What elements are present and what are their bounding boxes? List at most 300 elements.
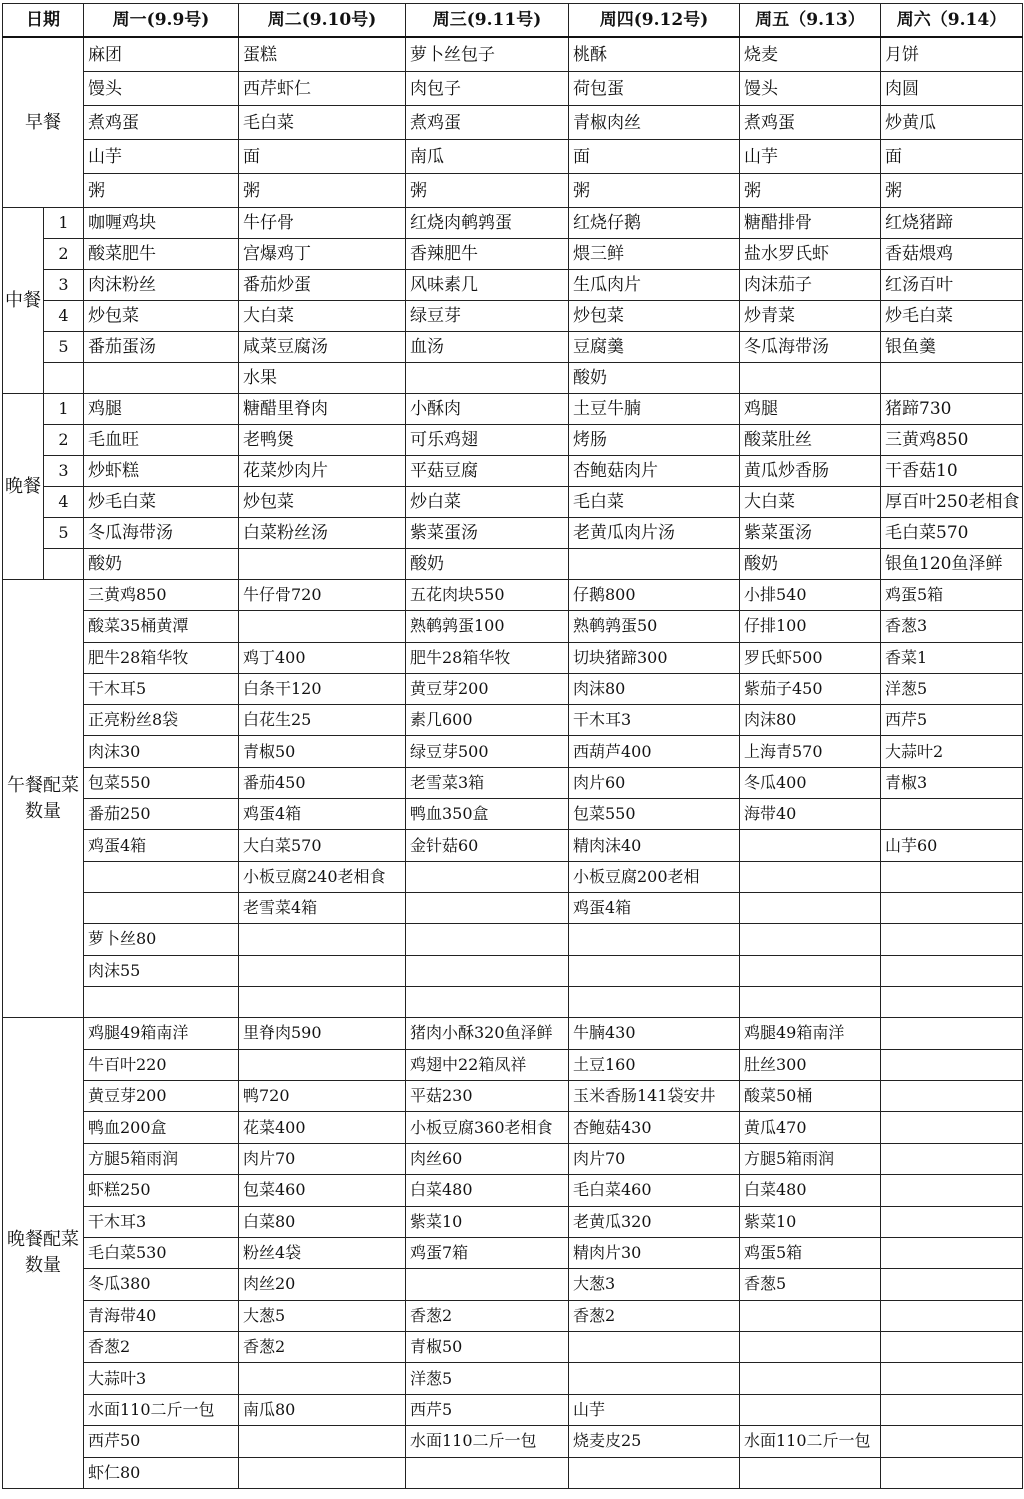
header-friday: 周五（9.13）	[740, 4, 881, 38]
dinner-quantity-monday-cell: 西芹50	[84, 1426, 239, 1457]
lunch-quantity-friday-cell	[740, 861, 881, 892]
dinner-monday-cell: 炒虾糕	[84, 456, 239, 487]
lunch-quantity-tuesday-cell: 青椒50	[239, 736, 406, 767]
lunch-quantity-tuesday-cell: 老雪菜4箱	[239, 892, 406, 923]
lunch-quantity-saturday-cell: 香葱3	[881, 611, 1023, 642]
dinner-tuesday-cell: 炒包菜	[239, 487, 406, 518]
lunch-quantity-wednesday-cell	[406, 892, 569, 923]
dinner-friday-cell: 黄瓜炒香肠	[740, 456, 881, 487]
dinner-quantity-tuesday-cell	[239, 1049, 406, 1080]
dinner-monday-cell: 鸡腿	[84, 394, 239, 425]
breakfast-tuesday-cell: 面	[239, 140, 406, 174]
dinner-quantity-thursday-cell: 精肉片30	[569, 1237, 740, 1268]
lunch-quantity-thursday-cell: 小板豆腐200老相	[569, 861, 740, 892]
dinner-item-number	[44, 549, 84, 580]
dinner-quantity-saturday-cell	[881, 1175, 1023, 1206]
dinner-quantity-row	[3, 1269, 1023, 1300]
dinner-quantity-saturday-cell	[881, 1143, 1023, 1174]
header-saturday: 周六（9.14）	[881, 4, 1023, 38]
dinner-row	[3, 549, 1023, 580]
lunch-saturday-cell	[881, 363, 1023, 394]
dinner-quantity-monday-cell: 牛百叶220	[84, 1049, 239, 1080]
lunch-quantity-saturday-cell: 大蒜叶2	[881, 736, 1023, 767]
lunch-quantity-saturday-cell: 鸡蛋5箱	[881, 580, 1023, 611]
dinner-tuesday-cell	[239, 549, 406, 580]
dinner-quantity-row	[3, 1394, 1023, 1425]
lunch-monday-cell: 番茄蛋汤	[84, 332, 239, 363]
breakfast-monday-cell: 粥	[84, 174, 239, 208]
breakfast-row	[3, 72, 1023, 106]
breakfast-row	[3, 140, 1023, 174]
breakfast-saturday-cell: 面	[881, 140, 1023, 174]
lunch-quantity-monday-cell: 番茄250	[84, 799, 239, 830]
lunch-tuesday-cell: 水果	[239, 363, 406, 394]
breakfast-row	[3, 106, 1023, 140]
lunch-quantity-tuesday-cell	[239, 924, 406, 955]
lunch-quantity-friday-cell: 仔排100	[740, 611, 881, 642]
lunch-quantity-thursday-cell	[569, 955, 740, 986]
dinner-quantity-thursday-cell: 香葱2	[569, 1300, 740, 1331]
dinner-tuesday-cell: 糖醋里脊肉	[239, 394, 406, 425]
dinner-quantity-tuesday-cell: 粉丝4袋	[239, 1237, 406, 1268]
breakfast-friday-cell: 馒头	[740, 72, 881, 106]
dinner-quantity-saturday-cell	[881, 1426, 1023, 1457]
lunch-quantity-wednesday-cell	[406, 924, 569, 955]
lunch-tuesday-cell: 番茄炒蛋	[239, 270, 406, 301]
lunch-quantity-friday-cell	[740, 924, 881, 955]
lunch-quantity-row	[3, 861, 1023, 892]
dinner-quantity-tuesday-cell: 包菜460	[239, 1175, 406, 1206]
dinner-quantity-row	[3, 1175, 1023, 1206]
dinner-saturday-cell: 厚百叶250老相食	[881, 487, 1023, 518]
lunch-section-label: 中餐	[3, 208, 44, 394]
lunch-quantity-row	[3, 799, 1023, 830]
lunch-quantity-friday-cell: 小排540	[740, 580, 881, 611]
breakfast-monday-cell: 麻团	[84, 37, 239, 72]
dinner-saturday-cell: 猪蹄730	[881, 394, 1023, 425]
dinner-quantity-row	[3, 1332, 1023, 1363]
dinner-quantity-tuesday-cell: 白菜80	[239, 1206, 406, 1237]
dinner-quantity-wednesday-cell: 小板豆腐360老相食	[406, 1112, 569, 1143]
dinner-quantity-tuesday-cell: 花菜400	[239, 1112, 406, 1143]
dinner-monday-cell: 酸奶	[84, 549, 239, 580]
dinner-quantity-row	[3, 1363, 1023, 1394]
lunch-quantity-tuesday-cell: 鸡丁400	[239, 642, 406, 673]
dinner-quantity-tuesday-cell: 南瓜80	[239, 1394, 406, 1425]
dinner-quantity-saturday-cell	[881, 1457, 1023, 1488]
dinner-quantity-monday-cell: 大蒜叶3	[84, 1363, 239, 1394]
lunch-quantity-tuesday-cell: 小板豆腐240老相食	[239, 861, 406, 892]
lunch-saturday-cell: 炒毛白菜	[881, 301, 1023, 332]
lunch-quantity-row	[3, 642, 1023, 673]
lunch-friday-cell: 糖醋排骨	[740, 208, 881, 239]
dinner-quantity-saturday-cell	[881, 1080, 1023, 1111]
lunch-quantity-tuesday-cell: 番茄450	[239, 767, 406, 798]
lunch-thursday-cell: 红烧仔鹅	[569, 208, 740, 239]
dinner-quantity-monday-cell: 虾仁80	[84, 1457, 239, 1488]
lunch-thursday-cell: 酸奶	[569, 363, 740, 394]
breakfast-row	[3, 174, 1023, 208]
lunch-item-number: 4	[44, 301, 84, 332]
dinner-tuesday-cell: 白菜粉丝汤	[239, 518, 406, 549]
dinner-friday-cell: 紫菜蛋汤	[740, 518, 881, 549]
lunch-quantity-row	[3, 736, 1023, 767]
dinner-quantity-thursday-cell	[569, 1332, 740, 1363]
lunch-saturday-cell: 红烧猪蹄	[881, 208, 1023, 239]
lunch-quantity-monday-cell: 肉沫55	[84, 955, 239, 986]
dinner-row	[3, 425, 1023, 456]
dinner-quantity-wednesday-cell: 平菇230	[406, 1080, 569, 1111]
breakfast-wednesday-cell: 粥	[406, 174, 569, 208]
lunch-quantity-wednesday-cell	[406, 861, 569, 892]
breakfast-thursday-cell: 荷包蛋	[569, 72, 740, 106]
lunch-item-number: 5	[44, 332, 84, 363]
dinner-quantity-friday-cell: 鸡腿49箱南洋	[740, 1018, 881, 1049]
dinner-quantity-wednesday-cell: 青椒50	[406, 1332, 569, 1363]
lunch-quantity-friday-cell: 罗氏虾500	[740, 642, 881, 673]
lunch-row	[3, 363, 1023, 394]
lunch-quantity-row	[3, 892, 1023, 923]
lunch-item-number	[44, 363, 84, 394]
dinner-quantity-tuesday-cell	[239, 1426, 406, 1457]
dinner-quantity-wednesday-cell: 水面110二斤一包	[406, 1426, 569, 1457]
lunch-quantity-monday-cell: 萝卜丝80	[84, 924, 239, 955]
dinner-quantity-row	[3, 1300, 1023, 1331]
dinner-saturday-cell: 毛白菜570	[881, 518, 1023, 549]
lunch-thursday-cell: 炒包菜	[569, 301, 740, 332]
dinner-item-number: 1	[44, 394, 84, 425]
lunch-thursday-cell: 豆腐羹	[569, 332, 740, 363]
lunch-quantity-monday-cell: 正亮粉丝8袋	[84, 705, 239, 736]
header-monday: 周一(9.9号)	[84, 4, 239, 38]
dinner-quantity-saturday-cell	[881, 1237, 1023, 1268]
breakfast-friday-cell: 烧麦	[740, 37, 881, 72]
lunch-quantity-monday-cell	[84, 892, 239, 923]
breakfast-tuesday-cell: 蛋糕	[239, 37, 406, 72]
lunch-quantity-tuesday-cell: 大白菜570	[239, 830, 406, 861]
lunch-quantity-wednesday-cell: 鸭血350盒	[406, 799, 569, 830]
dinner-quantity-wednesday-cell: 猪肉小酥320鱼泽鲜	[406, 1018, 569, 1049]
lunch-quantity-thursday-cell: 鸡蛋4箱	[569, 892, 740, 923]
lunch-friday-cell: 肉沫茄子	[740, 270, 881, 301]
breakfast-wednesday-cell: 肉包子	[406, 72, 569, 106]
lunch-saturday-cell: 香菇煨鸡	[881, 239, 1023, 270]
lunch-row	[3, 301, 1023, 332]
dinner-wednesday-cell: 小酥肉	[406, 394, 569, 425]
lunch-tuesday-cell: 牛仔骨	[239, 208, 406, 239]
dinner-quantity-saturday-cell	[881, 1332, 1023, 1363]
lunch-quantity-tuesday-cell: 白花生25	[239, 705, 406, 736]
lunch-quantity-wednesday-cell: 五花肉块550	[406, 580, 569, 611]
lunch-quantity-row	[3, 830, 1023, 861]
dinner-row	[3, 518, 1023, 549]
lunch-quantity-monday-cell	[84, 986, 239, 1017]
lunch-quantity-monday-cell: 鸡蛋4箱	[84, 830, 239, 861]
dinner-saturday-cell: 银鱼120鱼泽鲜	[881, 549, 1023, 580]
lunch-quantity-row	[3, 955, 1023, 986]
lunch-wednesday-cell	[406, 363, 569, 394]
breakfast-thursday-cell: 粥	[569, 174, 740, 208]
breakfast-monday-cell: 馒头	[84, 72, 239, 106]
dinner-quantity-thursday-cell	[569, 1457, 740, 1488]
dinner-quantity-wednesday-cell: 鸡翅中22箱凤祥	[406, 1049, 569, 1080]
lunch-wednesday-cell: 香辣肥牛	[406, 239, 569, 270]
dinner-quantity-row	[3, 1237, 1023, 1268]
dinner-quantity-thursday-cell: 玉米香肠141袋安井	[569, 1080, 740, 1111]
dinner-quantity-monday-cell: 香葱2	[84, 1332, 239, 1363]
dinner-thursday-cell	[569, 549, 740, 580]
dinner-thursday-cell: 杏鲍菇肉片	[569, 456, 740, 487]
lunch-item-number: 1	[44, 208, 84, 239]
header-date: 日期	[3, 4, 84, 38]
lunch-quantity-thursday-cell: 精肉沫40	[569, 830, 740, 861]
lunch-friday-cell: 炒青菜	[740, 301, 881, 332]
dinner-quantity-thursday-cell: 牛腩430	[569, 1018, 740, 1049]
dinner-quantity-thursday-cell	[569, 1363, 740, 1394]
dinner-quantity-monday-cell: 水面110二斤一包	[84, 1394, 239, 1425]
lunch-thursday-cell: 生瓜肉片	[569, 270, 740, 301]
dinner-monday-cell: 炒毛白菜	[84, 487, 239, 518]
lunch-row	[3, 239, 1023, 270]
breakfast-thursday-cell: 面	[569, 140, 740, 174]
dinner-quantity-wednesday-cell: 白菜480	[406, 1175, 569, 1206]
dinner-quantity-row	[3, 1018, 1023, 1049]
dinner-quantity-friday-cell	[740, 1300, 881, 1331]
dinner-quantity-wednesday-cell: 香葱2	[406, 1300, 569, 1331]
lunch-quantity-thursday-cell	[569, 986, 740, 1017]
lunch-quantity-tuesday-cell: 牛仔骨720	[239, 580, 406, 611]
dinner-saturday-cell: 干香菇10	[881, 456, 1023, 487]
lunch-quantity-thursday-cell: 西葫芦400	[569, 736, 740, 767]
lunch-quantity-saturday-cell	[881, 955, 1023, 986]
dinner-quantity-friday-cell	[740, 1332, 881, 1363]
dinner-quantity-wednesday-cell	[406, 1269, 569, 1300]
dinner-friday-cell: 大白菜	[740, 487, 881, 518]
dinner-quantity-friday-cell	[740, 1363, 881, 1394]
lunch-quantity-wednesday-cell: 老雪菜3箱	[406, 767, 569, 798]
dinner-quantity-friday-cell: 鸡蛋5箱	[740, 1237, 881, 1268]
dinner-quantity-friday-cell: 肚丝300	[740, 1049, 881, 1080]
dinner-monday-cell: 毛血旺	[84, 425, 239, 456]
lunch-quantity-monday-cell: 酸菜35桶黄潭	[84, 611, 239, 642]
lunch-monday-cell: 咖喱鸡块	[84, 208, 239, 239]
breakfast-thursday-cell: 青椒肉丝	[569, 106, 740, 140]
dinner-quantity-friday-cell	[740, 1457, 881, 1488]
breakfast-tuesday-cell: 粥	[239, 174, 406, 208]
dinner-quantity-section-label: 晚餐配菜数量	[3, 1018, 84, 1489]
dinner-quantity-wednesday-cell: 西芹5	[406, 1394, 569, 1425]
dinner-quantity-wednesday-cell: 紫菜10	[406, 1206, 569, 1237]
lunch-quantity-wednesday-cell: 熟鹌鹑蛋100	[406, 611, 569, 642]
dinner-item-number: 5	[44, 518, 84, 549]
lunch-quantity-wednesday-cell	[406, 955, 569, 986]
dinner-quantity-saturday-cell	[881, 1363, 1023, 1394]
dinner-quantity-saturday-cell	[881, 1394, 1023, 1425]
lunch-quantity-friday-cell: 海带40	[740, 799, 881, 830]
lunch-quantity-tuesday-cell: 鸡蛋4箱	[239, 799, 406, 830]
dinner-quantity-monday-cell: 鸡腿49箱南洋	[84, 1018, 239, 1049]
lunch-quantity-saturday-cell	[881, 892, 1023, 923]
dinner-friday-cell: 酸菜肚丝	[740, 425, 881, 456]
lunch-quantity-thursday-cell: 熟鹌鹑蛋50	[569, 611, 740, 642]
lunch-saturday-cell: 银鱼羹	[881, 332, 1023, 363]
breakfast-tuesday-cell: 毛白菜	[239, 106, 406, 140]
breakfast-saturday-cell: 炒黄瓜	[881, 106, 1023, 140]
dinner-quantity-friday-cell: 方腿5箱雨润	[740, 1143, 881, 1174]
dinner-section-label: 晚餐	[3, 394, 44, 580]
lunch-quantity-saturday-cell	[881, 799, 1023, 830]
breakfast-saturday-cell: 月饼	[881, 37, 1023, 72]
dinner-quantity-thursday-cell: 山芋	[569, 1394, 740, 1425]
lunch-quantity-friday-cell: 上海青570	[740, 736, 881, 767]
lunch-tuesday-cell: 咸菜豆腐汤	[239, 332, 406, 363]
lunch-monday-cell: 酸菜肥牛	[84, 239, 239, 270]
lunch-quantity-friday-cell: 肉沫80	[740, 705, 881, 736]
dinner-quantity-tuesday-cell	[239, 1457, 406, 1488]
dinner-wednesday-cell: 酸奶	[406, 549, 569, 580]
breakfast-section-label: 早餐	[3, 37, 84, 208]
dinner-quantity-tuesday-cell: 肉片70	[239, 1143, 406, 1174]
lunch-quantity-monday-cell: 干木耳5	[84, 673, 239, 704]
dinner-quantity-monday-cell: 方腿5箱雨润	[84, 1143, 239, 1174]
dinner-quantity-tuesday-cell	[239, 1363, 406, 1394]
lunch-quantity-thursday-cell: 仔鹅800	[569, 580, 740, 611]
header-row	[3, 4, 1023, 38]
dinner-wednesday-cell: 平菇豆腐	[406, 456, 569, 487]
dinner-quantity-row	[3, 1112, 1023, 1143]
lunch-monday-cell: 炒包菜	[84, 301, 239, 332]
dinner-thursday-cell: 老黄瓜肉片汤	[569, 518, 740, 549]
lunch-friday-cell	[740, 363, 881, 394]
dinner-quantity-tuesday-cell: 大葱5	[239, 1300, 406, 1331]
breakfast-wednesday-cell: 萝卜丝包子	[406, 37, 569, 72]
lunch-quantity-saturday-cell: 山芋60	[881, 830, 1023, 861]
dinner-quantity-friday-cell: 紫菜10	[740, 1206, 881, 1237]
lunch-quantity-saturday-cell: 洋葱5	[881, 673, 1023, 704]
header-thursday: 周四(9.12号)	[569, 4, 740, 38]
lunch-quantity-section-label: 午餐配菜数量	[3, 580, 84, 1018]
dinner-quantity-thursday-cell: 毛白菜460	[569, 1175, 740, 1206]
dinner-quantity-saturday-cell	[881, 1206, 1023, 1237]
dinner-friday-cell: 酸奶	[740, 549, 881, 580]
dinner-quantity-thursday-cell: 大葱3	[569, 1269, 740, 1300]
lunch-quantity-saturday-cell: 香菜1	[881, 642, 1023, 673]
dinner-quantity-friday-cell: 酸菜50桶	[740, 1080, 881, 1111]
breakfast-tuesday-cell: 西芹虾仁	[239, 72, 406, 106]
lunch-quantity-saturday-cell	[881, 986, 1023, 1017]
lunch-item-number: 2	[44, 239, 84, 270]
lunch-saturday-cell: 红汤百叶	[881, 270, 1023, 301]
dinner-quantity-monday-cell: 黄豆芽200	[84, 1080, 239, 1111]
dinner-item-number: 4	[44, 487, 84, 518]
lunch-quantity-friday-cell	[740, 892, 881, 923]
lunch-wednesday-cell: 血汤	[406, 332, 569, 363]
dinner-quantity-thursday-cell: 肉片70	[569, 1143, 740, 1174]
breakfast-friday-cell: 煮鸡蛋	[740, 106, 881, 140]
header-tuesday: 周二(9.10号)	[239, 4, 406, 38]
dinner-thursday-cell: 毛白菜	[569, 487, 740, 518]
dinner-quantity-friday-cell: 白菜480	[740, 1175, 881, 1206]
dinner-item-number: 3	[44, 456, 84, 487]
lunch-monday-cell	[84, 363, 239, 394]
dinner-quantity-tuesday-cell: 里脊肉590	[239, 1018, 406, 1049]
breakfast-friday-cell: 粥	[740, 174, 881, 208]
dinner-tuesday-cell: 花菜炒肉片	[239, 456, 406, 487]
lunch-quantity-saturday-cell: 青椒3	[881, 767, 1023, 798]
lunch-row	[3, 270, 1023, 301]
breakfast-monday-cell: 煮鸡蛋	[84, 106, 239, 140]
dinner-row	[3, 456, 1023, 487]
dinner-quantity-wednesday-cell: 鸡蛋7箱	[406, 1237, 569, 1268]
header-wednesday: 周三(9.11号)	[406, 4, 569, 38]
dinner-quantity-saturday-cell	[881, 1269, 1023, 1300]
dinner-quantity-thursday-cell: 土豆160	[569, 1049, 740, 1080]
dinner-quantity-monday-cell: 毛白菜530	[84, 1237, 239, 1268]
dinner-thursday-cell: 土豆牛腩	[569, 394, 740, 425]
lunch-quantity-friday-cell: 紫茄子450	[740, 673, 881, 704]
dinner-quantity-monday-cell: 干木耳3	[84, 1206, 239, 1237]
lunch-row	[3, 208, 1023, 239]
dinner-quantity-tuesday-cell: 肉丝20	[239, 1269, 406, 1300]
lunch-quantity-saturday-cell: 西芹5	[881, 705, 1023, 736]
dinner-item-number: 2	[44, 425, 84, 456]
dinner-quantity-saturday-cell	[881, 1018, 1023, 1049]
dinner-quantity-friday-cell: 香葱5	[740, 1269, 881, 1300]
lunch-quantity-tuesday-cell: 白条干120	[239, 673, 406, 704]
dinner-quantity-saturday-cell	[881, 1300, 1023, 1331]
dinner-tuesday-cell: 老鸭煲	[239, 425, 406, 456]
lunch-quantity-saturday-cell	[881, 861, 1023, 892]
dinner-quantity-tuesday-cell: 鸭720	[239, 1080, 406, 1111]
lunch-wednesday-cell: 风味素几	[406, 270, 569, 301]
lunch-quantity-saturday-cell	[881, 924, 1023, 955]
lunch-row	[3, 332, 1023, 363]
dinner-quantity-friday-cell	[740, 1394, 881, 1425]
dinner-quantity-friday-cell: 水面110二斤一包	[740, 1426, 881, 1457]
lunch-quantity-monday-cell: 肉沫30	[84, 736, 239, 767]
lunch-quantity-row	[3, 673, 1023, 704]
lunch-friday-cell: 冬瓜海带汤	[740, 332, 881, 363]
dinner-quantity-thursday-cell: 杏鲍菇430	[569, 1112, 740, 1143]
dinner-quantity-wednesday-cell: 洋葱5	[406, 1363, 569, 1394]
lunch-quantity-monday-cell: 三黄鸡850	[84, 580, 239, 611]
lunch-quantity-monday-cell: 包菜550	[84, 767, 239, 798]
lunch-quantity-thursday-cell	[569, 924, 740, 955]
dinner-quantity-row	[3, 1457, 1023, 1488]
dinner-quantity-thursday-cell: 老黄瓜320	[569, 1206, 740, 1237]
dinner-quantity-row	[3, 1080, 1023, 1111]
dinner-quantity-row	[3, 1049, 1023, 1080]
lunch-quantity-monday-cell: 肥牛28箱华牧	[84, 642, 239, 673]
lunch-tuesday-cell: 大白菜	[239, 301, 406, 332]
lunch-quantity-friday-cell: 冬瓜400	[740, 767, 881, 798]
lunch-quantity-monday-cell	[84, 861, 239, 892]
breakfast-monday-cell: 山芋	[84, 140, 239, 174]
lunch-friday-cell: 盐水罗氏虾	[740, 239, 881, 270]
dinner-quantity-row	[3, 1426, 1023, 1457]
lunch-quantity-row	[3, 611, 1023, 642]
lunch-quantity-thursday-cell: 干木耳3	[569, 705, 740, 736]
breakfast-thursday-cell: 桃酥	[569, 37, 740, 72]
lunch-quantity-thursday-cell: 肉片60	[569, 767, 740, 798]
dinner-quantity-tuesday-cell: 香葱2	[239, 1332, 406, 1363]
dinner-quantity-row	[3, 1206, 1023, 1237]
lunch-quantity-wednesday-cell: 绿豆芽500	[406, 736, 569, 767]
dinner-quantity-wednesday-cell	[406, 1457, 569, 1488]
dinner-thursday-cell: 烤肠	[569, 425, 740, 456]
lunch-quantity-thursday-cell: 肉沫80	[569, 673, 740, 704]
lunch-quantity-tuesday-cell	[239, 611, 406, 642]
